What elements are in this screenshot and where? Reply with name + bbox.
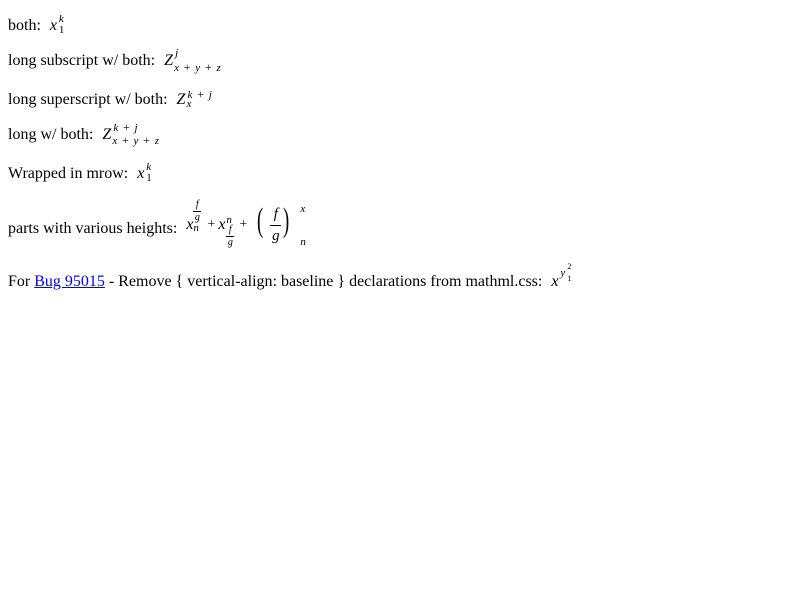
sup-k: k <box>113 122 119 134</box>
nested-subscript: 1 <box>567 274 572 283</box>
math-expression <box>137 161 155 184</box>
row-both <box>8 13 68 36</box>
row-label: parts with various heights: <box>8 220 178 237</box>
math-subscript: n <box>300 236 306 248</box>
row-label: long superscript w/ both: <box>8 91 168 108</box>
row-label: long subscript w/ both: <box>8 52 156 69</box>
math-base: Z <box>102 126 112 143</box>
math-base: Z <box>164 52 174 69</box>
math-expression <box>176 87 213 110</box>
sub-x: x <box>112 135 118 147</box>
plus-sign: + <box>121 133 129 147</box>
nested-superscript: 2 <box>567 262 572 271</box>
row-long-both <box>8 120 159 147</box>
row-wrapped-mrow <box>8 161 155 184</box>
sub-x: x <box>174 62 179 74</box>
math-superscript: j <box>175 47 179 59</box>
sup-j: j <box>134 122 138 134</box>
math-subscript: n <box>193 222 199 234</box>
plus-sign: + <box>183 60 191 74</box>
math-base: x <box>137 165 145 182</box>
fraction <box>270 207 281 244</box>
fraction-numerator: f <box>273 206 278 222</box>
plus-sign: + <box>204 60 212 74</box>
math-subscript: x <box>186 98 192 110</box>
sup-j: j <box>208 89 212 101</box>
plus-sign: + <box>197 87 204 101</box>
plus-sign: + <box>207 217 216 232</box>
math-subscript <box>112 134 159 147</box>
left-paren: ( <box>257 202 264 239</box>
bug-link[interactable]: Bug 95015 <box>34 273 105 290</box>
row-long-subscript <box>8 47 221 74</box>
sup-k: k <box>187 89 193 101</box>
math-superscript: n <box>226 214 232 226</box>
row-long-superscript <box>8 87 213 110</box>
row-bug-reference <box>8 262 573 290</box>
math-superscript: y <box>560 267 566 279</box>
math-expression <box>551 262 573 290</box>
fraction-denominator: g <box>194 212 200 223</box>
sub-y: y <box>195 62 201 74</box>
math-subscript <box>174 61 221 74</box>
math-superscript: k <box>58 13 64 25</box>
row-label: both: <box>8 17 41 34</box>
superscript-fraction <box>193 200 201 223</box>
math-expression <box>102 120 159 147</box>
sub-z: z <box>216 62 221 74</box>
fraction-numerator: f <box>195 199 199 210</box>
math-superscript: x <box>300 203 306 215</box>
subscript-fraction <box>226 225 234 248</box>
fraction-bar <box>270 225 281 226</box>
bug-prefix: For <box>8 273 35 290</box>
math-subscript: 1 <box>146 172 152 184</box>
sub-y: y <box>133 135 139 147</box>
math-subscript: 1 <box>58 24 65 36</box>
sub-z: z <box>154 135 159 147</box>
plus-sign: + <box>122 120 130 134</box>
fraction-denominator: g <box>227 237 233 248</box>
right-paren: ) <box>283 202 290 239</box>
math-base: x <box>551 273 559 290</box>
math-expression <box>164 47 221 74</box>
fraction-numerator: f <box>228 224 232 235</box>
math-base: x <box>218 216 226 233</box>
math-base: Z <box>176 91 186 108</box>
fraction-denominator: g <box>272 228 280 244</box>
row-label: Wrapped in mrow: <box>8 165 129 182</box>
math-base: x <box>49 17 57 34</box>
plus-sign: + <box>239 217 248 232</box>
row-label: long w/ both: <box>8 126 94 143</box>
math-superscript: k <box>146 161 152 173</box>
math-expression <box>49 13 68 36</box>
plus-sign: + <box>143 133 150 147</box>
bug-description: - Remove { vertical-align: baseline } declarations from mathml.css: <box>104 273 543 290</box>
row-parts-various-heights <box>8 199 316 248</box>
math-expression <box>186 199 316 248</box>
math-base: x <box>186 216 194 233</box>
